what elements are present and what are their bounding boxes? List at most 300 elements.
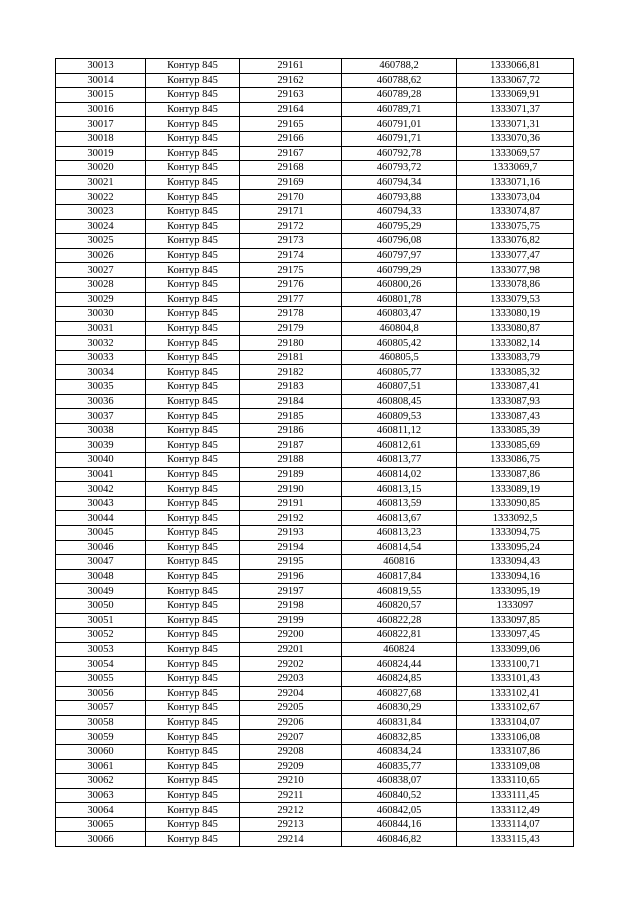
vertex-number-cell: 29161 — [240, 59, 342, 74]
y-coordinate-cell: 1333111,45 — [457, 788, 574, 803]
x-coordinate-cell: 460811,12 — [342, 423, 457, 438]
point-number-cell: 30064 — [56, 803, 146, 818]
table-row — [56, 832, 574, 847]
vertex-number-cell: 29193 — [240, 526, 342, 541]
vertex-number-cell: 29194 — [240, 540, 342, 555]
vertex-number-cell: 29177 — [240, 292, 342, 307]
x-coordinate-cell: 460800,26 — [342, 277, 457, 292]
point-number-cell: 30039 — [56, 438, 146, 453]
y-coordinate-cell: 1333080,19 — [457, 307, 574, 322]
contour-name-cell: Контур 845 — [146, 759, 240, 774]
contour-name-cell: Контур 845 — [146, 613, 240, 628]
table-row — [56, 701, 574, 716]
contour-name-cell: Контур 845 — [146, 671, 240, 686]
vertex-number-cell: 29213 — [240, 817, 342, 832]
y-coordinate-cell: 1333097,85 — [457, 613, 574, 628]
y-coordinate-cell: 1333090,85 — [457, 496, 574, 511]
point-number-cell: 30047 — [56, 555, 146, 570]
contour-name-cell: Контур 845 — [146, 409, 240, 424]
y-coordinate-cell: 1333112,49 — [457, 803, 574, 818]
x-coordinate-cell: 460819,55 — [342, 584, 457, 599]
vertex-number-cell: 29164 — [240, 102, 342, 117]
table-row — [56, 277, 574, 292]
table-row — [56, 744, 574, 759]
table-row — [56, 482, 574, 497]
vertex-number-cell: 29181 — [240, 350, 342, 365]
point-number-cell: 30065 — [56, 817, 146, 832]
table-row — [56, 467, 574, 482]
x-coordinate-cell: 460838,07 — [342, 774, 457, 789]
point-number-cell: 30037 — [56, 409, 146, 424]
x-coordinate-cell: 460817,84 — [342, 569, 457, 584]
contour-name-cell: Контур 845 — [146, 598, 240, 613]
x-coordinate-cell: 460794,33 — [342, 204, 457, 219]
contour-name-cell: Контур 845 — [146, 657, 240, 672]
contour-name-cell: Контур 845 — [146, 263, 240, 278]
x-coordinate-cell: 460822,81 — [342, 628, 457, 643]
contour-name-cell: Контур 845 — [146, 277, 240, 292]
point-number-cell: 30040 — [56, 453, 146, 468]
x-coordinate-cell: 460813,15 — [342, 482, 457, 497]
table-row — [56, 803, 574, 818]
y-coordinate-cell: 1333087,41 — [457, 380, 574, 395]
vertex-number-cell: 29172 — [240, 219, 342, 234]
contour-name-cell: Контур 845 — [146, 219, 240, 234]
table-row — [56, 496, 574, 511]
y-coordinate-cell: 1333076,82 — [457, 234, 574, 249]
point-number-cell: 30014 — [56, 73, 146, 88]
vertex-number-cell: 29208 — [240, 744, 342, 759]
x-coordinate-cell: 460813,77 — [342, 453, 457, 468]
vertex-number-cell: 29175 — [240, 263, 342, 278]
contour-name-cell: Контур 845 — [146, 453, 240, 468]
contour-name-cell: Контур 845 — [146, 146, 240, 161]
x-coordinate-cell: 460846,82 — [342, 832, 457, 847]
point-number-cell: 30042 — [56, 482, 146, 497]
contour-name-cell: Контур 845 — [146, 832, 240, 847]
contour-name-cell: Контур 845 — [146, 365, 240, 380]
vertex-number-cell: 29199 — [240, 613, 342, 628]
contour-name-cell: Контур 845 — [146, 584, 240, 599]
x-coordinate-cell: 460808,45 — [342, 394, 457, 409]
contour-name-cell: Контур 845 — [146, 292, 240, 307]
vertex-number-cell: 29211 — [240, 788, 342, 803]
y-coordinate-cell: 1333100,71 — [457, 657, 574, 672]
vertex-number-cell: 29189 — [240, 467, 342, 482]
table-row — [56, 511, 574, 526]
table-row — [56, 59, 574, 74]
point-number-cell: 30026 — [56, 248, 146, 263]
contour-name-cell: Контур 845 — [146, 642, 240, 657]
contour-name-cell: Контур 845 — [146, 248, 240, 263]
vertex-number-cell: 29168 — [240, 161, 342, 176]
y-coordinate-cell: 1333104,07 — [457, 715, 574, 730]
contour-name-cell: Контур 845 — [146, 307, 240, 322]
y-coordinate-cell: 1333069,57 — [457, 146, 574, 161]
x-coordinate-cell: 460844,16 — [342, 817, 457, 832]
y-coordinate-cell: 1333069,91 — [457, 88, 574, 103]
x-coordinate-cell: 460835,77 — [342, 759, 457, 774]
point-number-cell: 30021 — [56, 175, 146, 190]
x-coordinate-cell: 460824 — [342, 642, 457, 657]
y-coordinate-cell: 1333095,24 — [457, 540, 574, 555]
y-coordinate-cell: 1333073,04 — [457, 190, 574, 205]
contour-name-cell: Контур 845 — [146, 423, 240, 438]
table-row — [56, 671, 574, 686]
table-row — [56, 453, 574, 468]
vertex-number-cell: 29212 — [240, 803, 342, 818]
table-row — [56, 292, 574, 307]
y-coordinate-cell: 1333099,06 — [457, 642, 574, 657]
x-coordinate-cell: 460807,51 — [342, 380, 457, 395]
contour-name-cell: Контур 845 — [146, 496, 240, 511]
point-number-cell: 30032 — [56, 336, 146, 351]
y-coordinate-cell: 1333086,75 — [457, 453, 574, 468]
vertex-number-cell: 29174 — [240, 248, 342, 263]
y-coordinate-cell: 1333071,31 — [457, 117, 574, 132]
x-coordinate-cell: 460791,71 — [342, 131, 457, 146]
point-number-cell: 30020 — [56, 161, 146, 176]
y-coordinate-cell: 1333074,87 — [457, 204, 574, 219]
y-coordinate-cell: 1333106,08 — [457, 730, 574, 745]
x-coordinate-cell: 460788,2 — [342, 59, 457, 74]
point-number-cell: 30029 — [56, 292, 146, 307]
point-number-cell: 30043 — [56, 496, 146, 511]
x-coordinate-cell: 460791,01 — [342, 117, 457, 132]
y-coordinate-cell: 1333110,65 — [457, 774, 574, 789]
table-row — [56, 598, 574, 613]
table-row — [56, 526, 574, 541]
vertex-number-cell: 29165 — [240, 117, 342, 132]
table-row — [56, 817, 574, 832]
contour-name-cell: Контур 845 — [146, 511, 240, 526]
table-row — [56, 584, 574, 599]
table-row — [56, 146, 574, 161]
contour-name-cell: Контур 845 — [146, 803, 240, 818]
vertex-number-cell: 29205 — [240, 701, 342, 716]
vertex-number-cell: 29202 — [240, 657, 342, 672]
vertex-number-cell: 29163 — [240, 88, 342, 103]
vertex-number-cell: 29191 — [240, 496, 342, 511]
point-number-cell: 30053 — [56, 642, 146, 657]
table-row — [56, 161, 574, 176]
table-row — [56, 642, 574, 657]
y-coordinate-cell: 1333071,16 — [457, 175, 574, 190]
table-row — [56, 365, 574, 380]
contour-name-cell: Контур 845 — [146, 190, 240, 205]
x-coordinate-cell: 460824,85 — [342, 671, 457, 686]
vertex-number-cell: 29180 — [240, 336, 342, 351]
table-row — [56, 686, 574, 701]
x-coordinate-cell: 460789,71 — [342, 102, 457, 117]
contour-name-cell: Контур 845 — [146, 730, 240, 745]
x-coordinate-cell: 460824,44 — [342, 657, 457, 672]
point-number-cell: 30056 — [56, 686, 146, 701]
y-coordinate-cell: 1333066,81 — [457, 59, 574, 74]
table-row — [56, 423, 574, 438]
point-number-cell: 30062 — [56, 774, 146, 789]
vertex-number-cell: 29188 — [240, 453, 342, 468]
point-number-cell: 30017 — [56, 117, 146, 132]
vertex-number-cell: 29192 — [240, 511, 342, 526]
point-number-cell: 30041 — [56, 467, 146, 482]
x-coordinate-cell: 460809,53 — [342, 409, 457, 424]
x-coordinate-cell: 460822,28 — [342, 613, 457, 628]
contour-name-cell: Контур 845 — [146, 701, 240, 716]
x-coordinate-cell: 460830,29 — [342, 701, 457, 716]
point-number-cell: 30060 — [56, 744, 146, 759]
x-coordinate-cell: 460788,62 — [342, 73, 457, 88]
contour-name-cell: Контур 845 — [146, 628, 240, 643]
vertex-number-cell: 29210 — [240, 774, 342, 789]
x-coordinate-cell: 460813,23 — [342, 526, 457, 541]
vertex-number-cell: 29214 — [240, 832, 342, 847]
y-coordinate-cell: 1333102,41 — [457, 686, 574, 701]
x-coordinate-cell: 460805,5 — [342, 350, 457, 365]
y-coordinate-cell: 1333094,75 — [457, 526, 574, 541]
y-coordinate-cell: 1333071,37 — [457, 102, 574, 117]
table-row — [56, 88, 574, 103]
y-coordinate-cell: 1333070,36 — [457, 131, 574, 146]
table-row — [56, 657, 574, 672]
table-row — [56, 569, 574, 584]
contour-name-cell: Контур 845 — [146, 204, 240, 219]
vertex-number-cell: 29179 — [240, 321, 342, 336]
vertex-number-cell: 29195 — [240, 555, 342, 570]
table-row — [56, 73, 574, 88]
point-number-cell: 30066 — [56, 832, 146, 847]
contour-name-cell: Контур 845 — [146, 555, 240, 570]
contour-name-cell: Контур 845 — [146, 788, 240, 803]
point-number-cell: 30024 — [56, 219, 146, 234]
y-coordinate-cell: 1333079,53 — [457, 292, 574, 307]
y-coordinate-cell: 1333114,07 — [457, 817, 574, 832]
contour-name-cell: Контур 845 — [146, 467, 240, 482]
x-coordinate-cell: 460834,24 — [342, 744, 457, 759]
vertex-number-cell: 29184 — [240, 394, 342, 409]
contour-name-cell: Контур 845 — [146, 350, 240, 365]
contour-name-cell: Контур 845 — [146, 234, 240, 249]
contour-name-cell: Контур 845 — [146, 336, 240, 351]
contour-name-cell: Контур 845 — [146, 117, 240, 132]
point-number-cell: 30058 — [56, 715, 146, 730]
x-coordinate-cell: 460796,08 — [342, 234, 457, 249]
y-coordinate-cell: 1333077,47 — [457, 248, 574, 263]
y-coordinate-cell: 1333094,16 — [457, 569, 574, 584]
table-row — [56, 336, 574, 351]
contour-name-cell: Контур 845 — [146, 131, 240, 146]
vertex-number-cell: 29178 — [240, 307, 342, 322]
vertex-number-cell: 29176 — [240, 277, 342, 292]
point-number-cell: 30033 — [56, 350, 146, 365]
y-coordinate-cell: 1333089,19 — [457, 482, 574, 497]
point-number-cell: 30063 — [56, 788, 146, 803]
vertex-number-cell: 29201 — [240, 642, 342, 657]
x-coordinate-cell: 460794,34 — [342, 175, 457, 190]
coordinates-table — [55, 58, 574, 847]
table-row — [56, 438, 574, 453]
table-row — [56, 117, 574, 132]
y-coordinate-cell: 1333087,43 — [457, 409, 574, 424]
vertex-number-cell: 29186 — [240, 423, 342, 438]
y-coordinate-cell: 1333102,67 — [457, 701, 574, 716]
point-number-cell: 30019 — [56, 146, 146, 161]
point-number-cell: 30028 — [56, 277, 146, 292]
table-row — [56, 234, 574, 249]
point-number-cell: 30027 — [56, 263, 146, 278]
point-number-cell: 30054 — [56, 657, 146, 672]
point-number-cell: 30044 — [56, 511, 146, 526]
point-number-cell: 30016 — [56, 102, 146, 117]
contour-name-cell: Контур 845 — [146, 394, 240, 409]
table-row — [56, 759, 574, 774]
table-row — [56, 715, 574, 730]
vertex-number-cell: 29183 — [240, 380, 342, 395]
point-number-cell: 30015 — [56, 88, 146, 103]
table-row — [56, 321, 574, 336]
contour-name-cell: Контур 845 — [146, 744, 240, 759]
point-number-cell: 30061 — [56, 759, 146, 774]
point-number-cell: 30030 — [56, 307, 146, 322]
table-row — [56, 263, 574, 278]
table-row — [56, 380, 574, 395]
y-coordinate-cell: 1333087,86 — [457, 467, 574, 482]
vertex-number-cell: 29187 — [240, 438, 342, 453]
point-number-cell: 30046 — [56, 540, 146, 555]
contour-name-cell: Контур 845 — [146, 73, 240, 88]
x-coordinate-cell: 460797,97 — [342, 248, 457, 263]
point-number-cell: 30034 — [56, 365, 146, 380]
coordinates-table-body — [56, 59, 574, 847]
point-number-cell: 30050 — [56, 598, 146, 613]
table-row — [56, 190, 574, 205]
contour-name-cell: Контур 845 — [146, 715, 240, 730]
x-coordinate-cell: 460813,67 — [342, 511, 457, 526]
point-number-cell: 30052 — [56, 628, 146, 643]
table-row — [56, 248, 574, 263]
y-coordinate-cell: 1333095,19 — [457, 584, 574, 599]
x-coordinate-cell: 460814,02 — [342, 467, 457, 482]
contour-name-cell: Контур 845 — [146, 526, 240, 541]
vertex-number-cell: 29167 — [240, 146, 342, 161]
table-row — [56, 613, 574, 628]
vertex-number-cell: 29196 — [240, 569, 342, 584]
y-coordinate-cell: 1333115,43 — [457, 832, 574, 847]
y-coordinate-cell: 1333101,43 — [457, 671, 574, 686]
table-row — [56, 409, 574, 424]
vertex-number-cell: 29200 — [240, 628, 342, 643]
contour-name-cell: Контур 845 — [146, 817, 240, 832]
point-number-cell: 30031 — [56, 321, 146, 336]
point-number-cell: 30013 — [56, 59, 146, 74]
x-coordinate-cell: 460793,72 — [342, 161, 457, 176]
vertex-number-cell: 29190 — [240, 482, 342, 497]
y-coordinate-cell: 1333067,72 — [457, 73, 574, 88]
table-row — [56, 555, 574, 570]
contour-name-cell: Контур 845 — [146, 321, 240, 336]
table-row — [56, 102, 574, 117]
y-coordinate-cell: 1333085,39 — [457, 423, 574, 438]
contour-name-cell: Контур 845 — [146, 686, 240, 701]
table-row — [56, 204, 574, 219]
y-coordinate-cell: 1333077,98 — [457, 263, 574, 278]
y-coordinate-cell: 1333092,5 — [457, 511, 574, 526]
contour-name-cell: Контур 845 — [146, 482, 240, 497]
point-number-cell: 30049 — [56, 584, 146, 599]
vertex-number-cell: 29209 — [240, 759, 342, 774]
table-row — [56, 628, 574, 643]
contour-name-cell: Контур 845 — [146, 175, 240, 190]
contour-name-cell: Контур 845 — [146, 59, 240, 74]
table-row — [56, 394, 574, 409]
table-row — [56, 350, 574, 365]
point-number-cell: 30025 — [56, 234, 146, 249]
vertex-number-cell: 29206 — [240, 715, 342, 730]
vertex-number-cell: 29207 — [240, 730, 342, 745]
table-row — [56, 307, 574, 322]
point-number-cell: 30022 — [56, 190, 146, 205]
x-coordinate-cell: 460814,54 — [342, 540, 457, 555]
vertex-number-cell: 29182 — [240, 365, 342, 380]
x-coordinate-cell: 460804,8 — [342, 321, 457, 336]
vertex-number-cell: 29173 — [240, 234, 342, 249]
contour-name-cell: Контур 845 — [146, 88, 240, 103]
x-coordinate-cell: 460805,77 — [342, 365, 457, 380]
table-row — [56, 219, 574, 234]
y-coordinate-cell: 1333069,7 — [457, 161, 574, 176]
contour-name-cell: Контур 845 — [146, 774, 240, 789]
vertex-number-cell: 29166 — [240, 131, 342, 146]
x-coordinate-cell: 460813,59 — [342, 496, 457, 511]
y-coordinate-cell: 1333080,87 — [457, 321, 574, 336]
x-coordinate-cell: 460803,47 — [342, 307, 457, 322]
point-number-cell: 30018 — [56, 131, 146, 146]
vertex-number-cell: 29162 — [240, 73, 342, 88]
y-coordinate-cell: 1333083,79 — [457, 350, 574, 365]
contour-name-cell: Контур 845 — [146, 161, 240, 176]
y-coordinate-cell: 1333085,69 — [457, 438, 574, 453]
y-coordinate-cell: 1333097 — [457, 598, 574, 613]
x-coordinate-cell: 460812,61 — [342, 438, 457, 453]
y-coordinate-cell: 1333078,86 — [457, 277, 574, 292]
x-coordinate-cell: 460793,88 — [342, 190, 457, 205]
y-coordinate-cell: 1333094,43 — [457, 555, 574, 570]
contour-name-cell: Контур 845 — [146, 569, 240, 584]
x-coordinate-cell: 460789,28 — [342, 88, 457, 103]
x-coordinate-cell: 460827,68 — [342, 686, 457, 701]
x-coordinate-cell: 460799,29 — [342, 263, 457, 278]
x-coordinate-cell: 460801,78 — [342, 292, 457, 307]
vertex-number-cell: 29171 — [240, 204, 342, 219]
point-number-cell: 30051 — [56, 613, 146, 628]
x-coordinate-cell: 460795,29 — [342, 219, 457, 234]
point-number-cell: 30023 — [56, 204, 146, 219]
y-coordinate-cell: 1333109,08 — [457, 759, 574, 774]
x-coordinate-cell: 460840,52 — [342, 788, 457, 803]
point-number-cell: 30036 — [56, 394, 146, 409]
point-number-cell: 30038 — [56, 423, 146, 438]
contour-name-cell: Контур 845 — [146, 102, 240, 117]
vertex-number-cell: 29204 — [240, 686, 342, 701]
point-number-cell: 30045 — [56, 526, 146, 541]
point-number-cell: 30048 — [56, 569, 146, 584]
x-coordinate-cell: 460832,85 — [342, 730, 457, 745]
vertex-number-cell: 29185 — [240, 409, 342, 424]
point-number-cell: 30057 — [56, 701, 146, 716]
table-row — [56, 774, 574, 789]
x-coordinate-cell: 460792,78 — [342, 146, 457, 161]
x-coordinate-cell: 460816 — [342, 555, 457, 570]
